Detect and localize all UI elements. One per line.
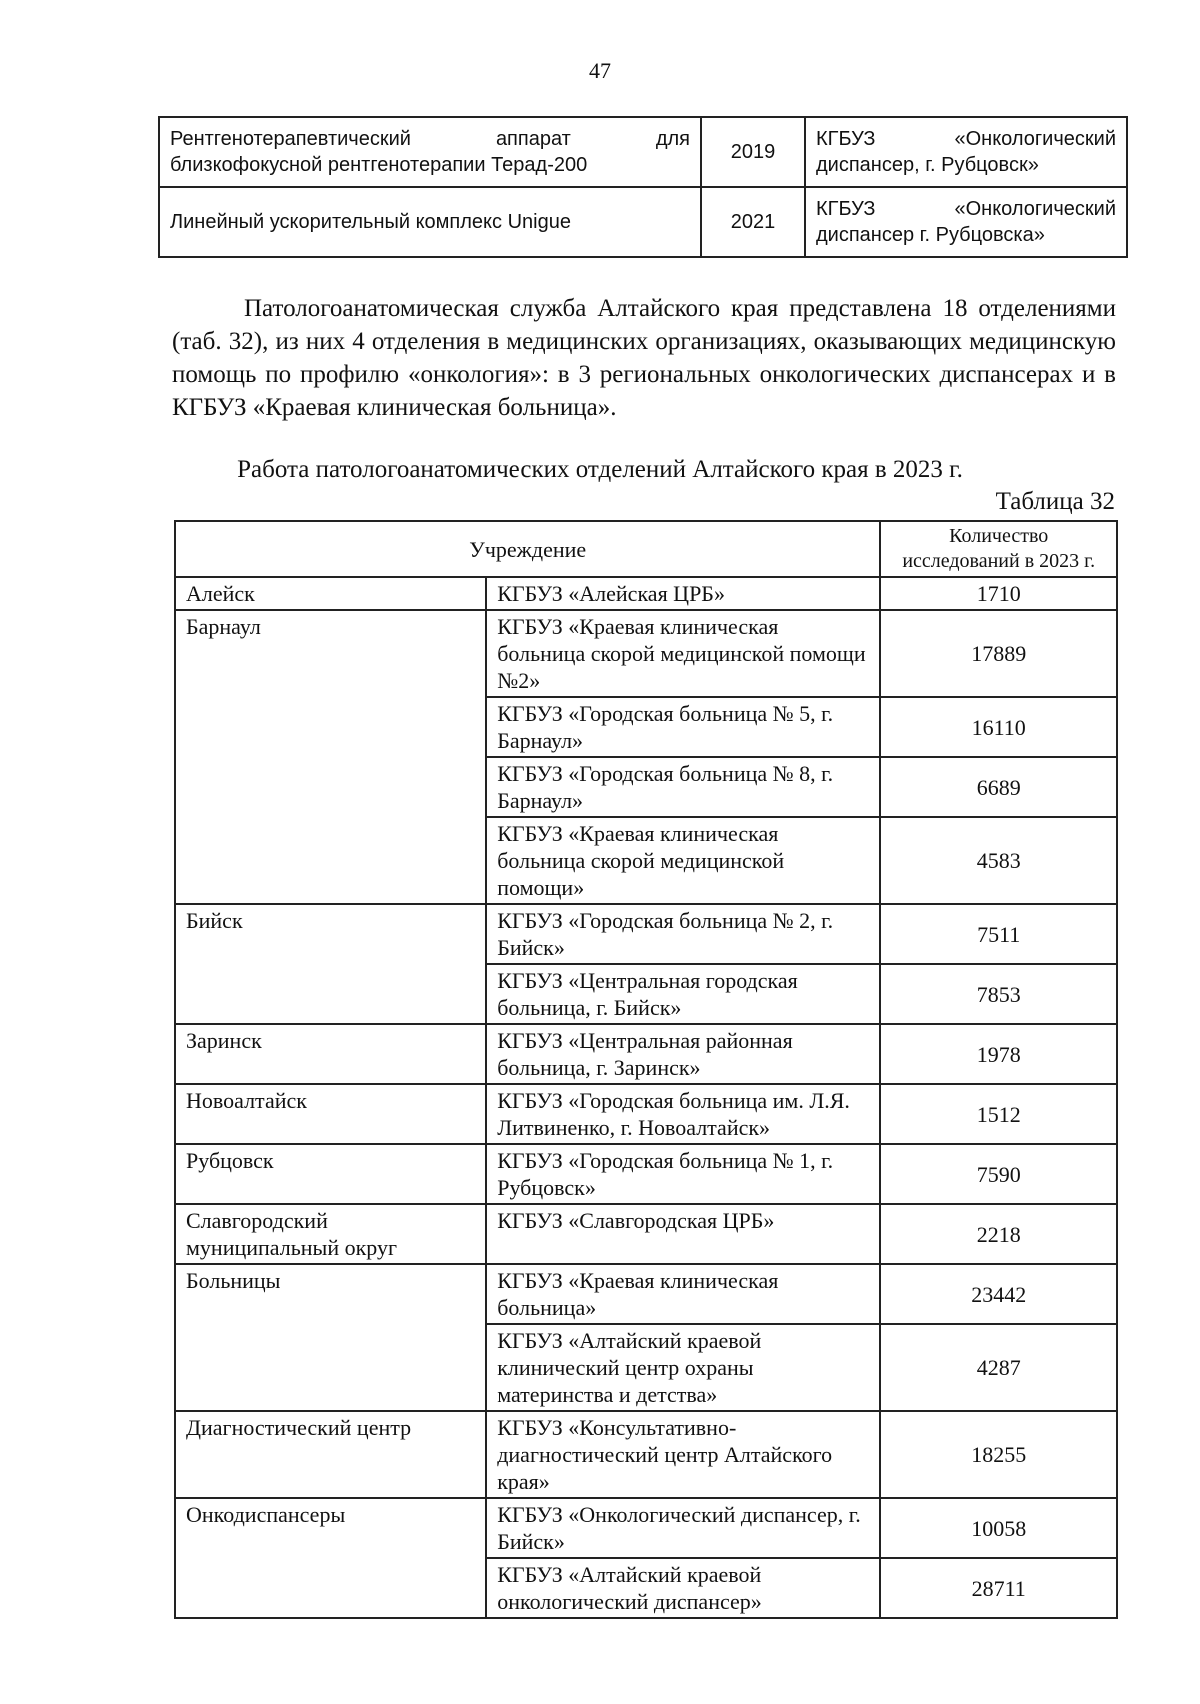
table-row (175, 1411, 1117, 1498)
org-line2: диспансер, г. Рубцовск» (816, 154, 1039, 176)
count-cell: 1512 (880, 1084, 1117, 1144)
institution-cell: КГБУЗ «Городская больница № 2, г. Бийск» (486, 904, 880, 964)
table-number: Таблица 32 (995, 488, 1115, 515)
institution-cell: КГБУЗ «Краевая клиническая больница скорой медицинской помощи» (486, 817, 880, 904)
count-cell: 2218 (880, 1204, 1117, 1264)
count-cell: 4583 (880, 817, 1117, 904)
page-number: 47 (589, 58, 611, 83)
equipment-organization (805, 117, 1127, 187)
city-cell: Славгородский муниципальный округ (175, 1204, 486, 1264)
count-cell: 7853 (880, 964, 1117, 1024)
table-row (175, 610, 1117, 697)
pathology-departments-table (174, 520, 1118, 1619)
equipment-table (158, 116, 1128, 258)
equipment-name-line2: близкофокусной рентгенотерапии Терад-200 (170, 154, 588, 176)
institution-cell: КГБУЗ «Городская больница № 1, г. Рубцовск» (486, 1144, 880, 1204)
count-cell: 7590 (880, 1144, 1117, 1204)
table-row (159, 187, 1127, 257)
org-line1 (816, 126, 1116, 152)
table-title: Работа патологоанатомических отделений Алтайского края в 2023 г. (237, 456, 963, 483)
city-cell: Барнаул (175, 610, 486, 904)
table-row (175, 1024, 1117, 1084)
text-fragment: Рентгенотерапевтический (170, 128, 411, 150)
table-body (175, 577, 1117, 1618)
table-row (175, 1204, 1117, 1264)
count-cell: 16110 (880, 697, 1117, 757)
city-cell: Заринск (175, 1024, 486, 1084)
equipment-name-line1 (170, 126, 690, 152)
institution-cell: КГБУЗ «Центральная городская больница, г. Бийск» (486, 964, 880, 1024)
text-fragment: КГБУЗ (816, 128, 876, 150)
table-row (175, 904, 1117, 964)
count-cell: 4287 (880, 1324, 1117, 1411)
text-fragment: «Онкологический (954, 128, 1116, 150)
count-cell: 7511 (880, 904, 1117, 964)
institution-cell: КГБУЗ «Городская больница им. Л.Я. Литвиненко, г. Новоалтайск» (486, 1084, 880, 1144)
table-row (175, 1084, 1117, 1144)
institution-cell: КГБУЗ «Славгородская ЦРБ» (486, 1204, 880, 1264)
header-count: Количество исследований в 2023 г. (880, 521, 1117, 577)
institution-cell: КГБУЗ «Краевая клиническая больница» (486, 1264, 880, 1324)
table-row (175, 1144, 1117, 1204)
count-cell: 17889 (880, 610, 1117, 697)
institution-cell: КГБУЗ «Онкологический диспансер, г. Бийск» (486, 1498, 880, 1558)
equipment-year: 2019 (701, 117, 805, 187)
equipment-name: Линейный ускорительный комплекс Unigue (159, 187, 701, 257)
count-cell: 6689 (880, 757, 1117, 817)
count-cell: 18255 (880, 1411, 1117, 1498)
table-row (175, 577, 1117, 610)
city-cell: Рубцовск (175, 1144, 486, 1204)
text-fragment: для (655, 128, 690, 150)
institution-cell: КГБУЗ «Городская больница № 5, г. Барнаул» (486, 697, 880, 757)
institution-cell: КГБУЗ «Алтайский краевой клинический центр охраны материнства и детства» (486, 1324, 880, 1411)
text-fragment: «Онкологический (954, 198, 1116, 220)
institution-cell: КГБУЗ «Алтайский краевой онкологический диспансер» (486, 1558, 880, 1618)
org-line2: диспансер г. Рубцовска» (816, 224, 1045, 246)
header-institution: Учреждение (175, 521, 880, 577)
table-row (175, 1498, 1117, 1558)
city-cell: Бийск (175, 904, 486, 1024)
body-paragraph: Патологоанатомическая служба Алтайского края представлена 18 отделениями (таб. 32), из них 4 отделения в медицинских организациях, оказывающих медицинскую помощь по профилю «онкология»: в 3 региональных онкологических диспансерах и в КГБУЗ «Краевая клиническая больница». (172, 295, 1116, 421)
table-row (175, 1264, 1117, 1324)
institution-cell: КГБУЗ «Консультативно-диагностический центр Алтайского края» (486, 1411, 880, 1498)
institution-cell: КГБУЗ «Центральная районная больница, г. Заринск» (486, 1024, 880, 1084)
city-cell: Новоалтайск (175, 1084, 486, 1144)
count-cell: 23442 (880, 1264, 1117, 1324)
count-cell: 1978 (880, 1024, 1117, 1084)
equipment-organization (805, 187, 1127, 257)
city-cell: Больницы (175, 1264, 486, 1411)
city-cell: Онкодиспансеры (175, 1498, 486, 1618)
institution-cell: КГБУЗ «Городская больница № 8, г. Барнаул» (486, 757, 880, 817)
institution-cell: КГБУЗ «Краевая клиническая больница скорой медицинской помощи №2» (486, 610, 880, 697)
table-header-row (175, 521, 1117, 577)
table-row (159, 117, 1127, 187)
text-fragment: КГБУЗ (816, 198, 876, 220)
count-cell: 1710 (880, 577, 1117, 610)
count-cell: 28711 (880, 1558, 1117, 1618)
org-line1 (816, 196, 1116, 222)
equipment-name (159, 117, 701, 187)
city-cell: Диагностический центр (175, 1411, 486, 1498)
text-fragment: аппарат (495, 128, 571, 150)
count-cell: 10058 (880, 1498, 1117, 1558)
equipment-year: 2021 (701, 187, 805, 257)
city-cell: Алейск (175, 577, 486, 610)
institution-cell: КГБУЗ «Алейская ЦРБ» (486, 577, 880, 610)
